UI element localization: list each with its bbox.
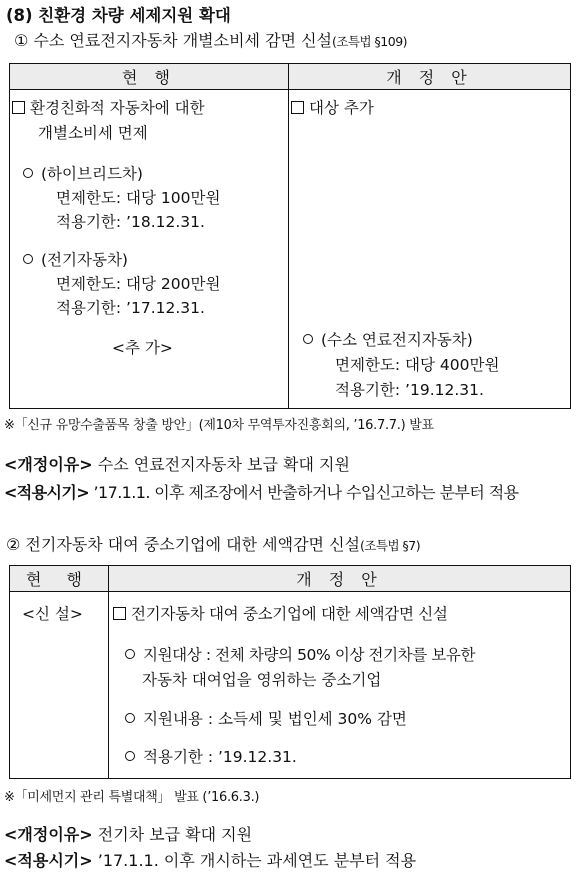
comparison-table-2 [9,565,571,779]
target-line2: 자동차 대여업을 영위하는 중소기업 [142,671,382,689]
item2-law: (조특법 §7) [359,538,421,553]
target-text: 지원대상 : 전체 차량의 50% 이상 전기차를 보유한 [143,646,476,664]
hybrid-period: 적용기한: ’18.12.31. [56,213,205,231]
content-text: 지원내용 : 소득세 및 법인세 30% 감면 [143,710,407,728]
ev-limit: 면제한도: 대당 200만원 [56,275,221,293]
item1-reason [4,452,350,475]
reason-label: <개정이유> [4,455,93,474]
target-line1 [125,643,475,665]
item1-law: (조특법 §109) [331,34,408,49]
timing-text: ’17.1.1. 이후 개시하는 과세연도 분부터 적용 [97,851,417,870]
table1-header-revised: 개 정 안 [289,64,571,90]
item1-note: ※「신규 유망수출품목 창출 방안」(제10차 무역투자진흥회의, ’16.7.7.) 발표 [4,418,434,433]
current-head-line1: 환경친화적 자동차에 대한 [30,99,205,117]
checkbox-square-icon [291,101,304,114]
item2-timing [4,848,416,871]
fuel-period: 적용기한: ’19.12.31. [335,381,484,399]
bullet-circle-icon [23,254,33,264]
item2-title [6,532,420,555]
item1-timing [4,480,518,503]
hybrid-limit: 면제한도: 대당 100만원 [56,189,221,207]
timing-text: ’17.1.1. 이후 제조장에서 반출하거나 수입신고하는 분부터 적용 [93,483,519,502]
ev-title [23,248,128,270]
revised-head-text: 전기자동차 대여 중소기업에 대한 세액감면 신설 [131,605,448,623]
item2-note: ※「미세먼지 관리 특별대책」 발표 (’16.6.3.) [4,790,260,805]
ev-title-text: (전기자동차) [41,251,128,269]
table2-revised-cell [109,592,571,779]
current-head-line2: 개별소비세 면제 [38,124,148,142]
bullet-circle-icon [125,713,135,723]
table1-current-head [12,96,205,118]
fuel-limit: 면제한도: 대당 400만원 [335,356,500,374]
reason-text: 수소 연료전지자동차 보급 확대 지원 [97,455,350,474]
timing-label: <적용시기> [4,851,93,870]
table2-revised-head [113,602,448,624]
item1-title [14,28,407,51]
hybrid-title-text: (하이브리드차) [41,165,143,183]
fuel-title-text: (수소 연료전지자동차) [321,331,473,349]
item2-reason [4,822,252,845]
table1-revised-cell [289,90,571,409]
hybrid-title [23,162,143,184]
bullet-circle-icon [23,168,33,178]
table1-current-cell [10,90,289,409]
table1-revised-head [291,96,374,118]
added-marker: <추 가> [112,339,173,357]
bullet-circle-icon [125,751,135,761]
checkbox-square-icon [113,607,126,620]
revised-head-text: 대상 추가 [309,99,374,117]
section-title: (8) 친환경 차량 세제지원 확대 [6,6,231,25]
reason-text: 전기차 보급 확대 지원 [97,825,253,844]
reason-label: <개정이유> [4,825,93,844]
table2-current-cell [10,592,109,779]
content-line [125,707,407,729]
table2-header-revised: 개 정 안 [109,566,571,592]
bullet-circle-icon [303,334,313,344]
timing-label: <적용시기> [4,483,90,502]
table1-header-current: 현 행 [10,64,289,90]
table2-header-current: 현 행 [10,566,109,592]
item1-title-text: ① 수소 연료전지자동차 개별소비세 감면 신설 [14,31,332,50]
item2-title-text: ② 전기자동차 대여 중소기업에 대한 세액감면 신설 [6,535,360,554]
ev-period: 적용기한: ’17.12.31. [56,299,205,317]
period-text: 적용기한 : ’19.12.31. [143,748,297,766]
fuel-title [303,328,473,350]
table2-current-value: <신 설> [22,605,83,623]
comparison-table-1 [9,63,571,409]
checkbox-square-icon [12,101,25,114]
period-line [125,745,297,767]
bullet-circle-icon [125,649,135,659]
